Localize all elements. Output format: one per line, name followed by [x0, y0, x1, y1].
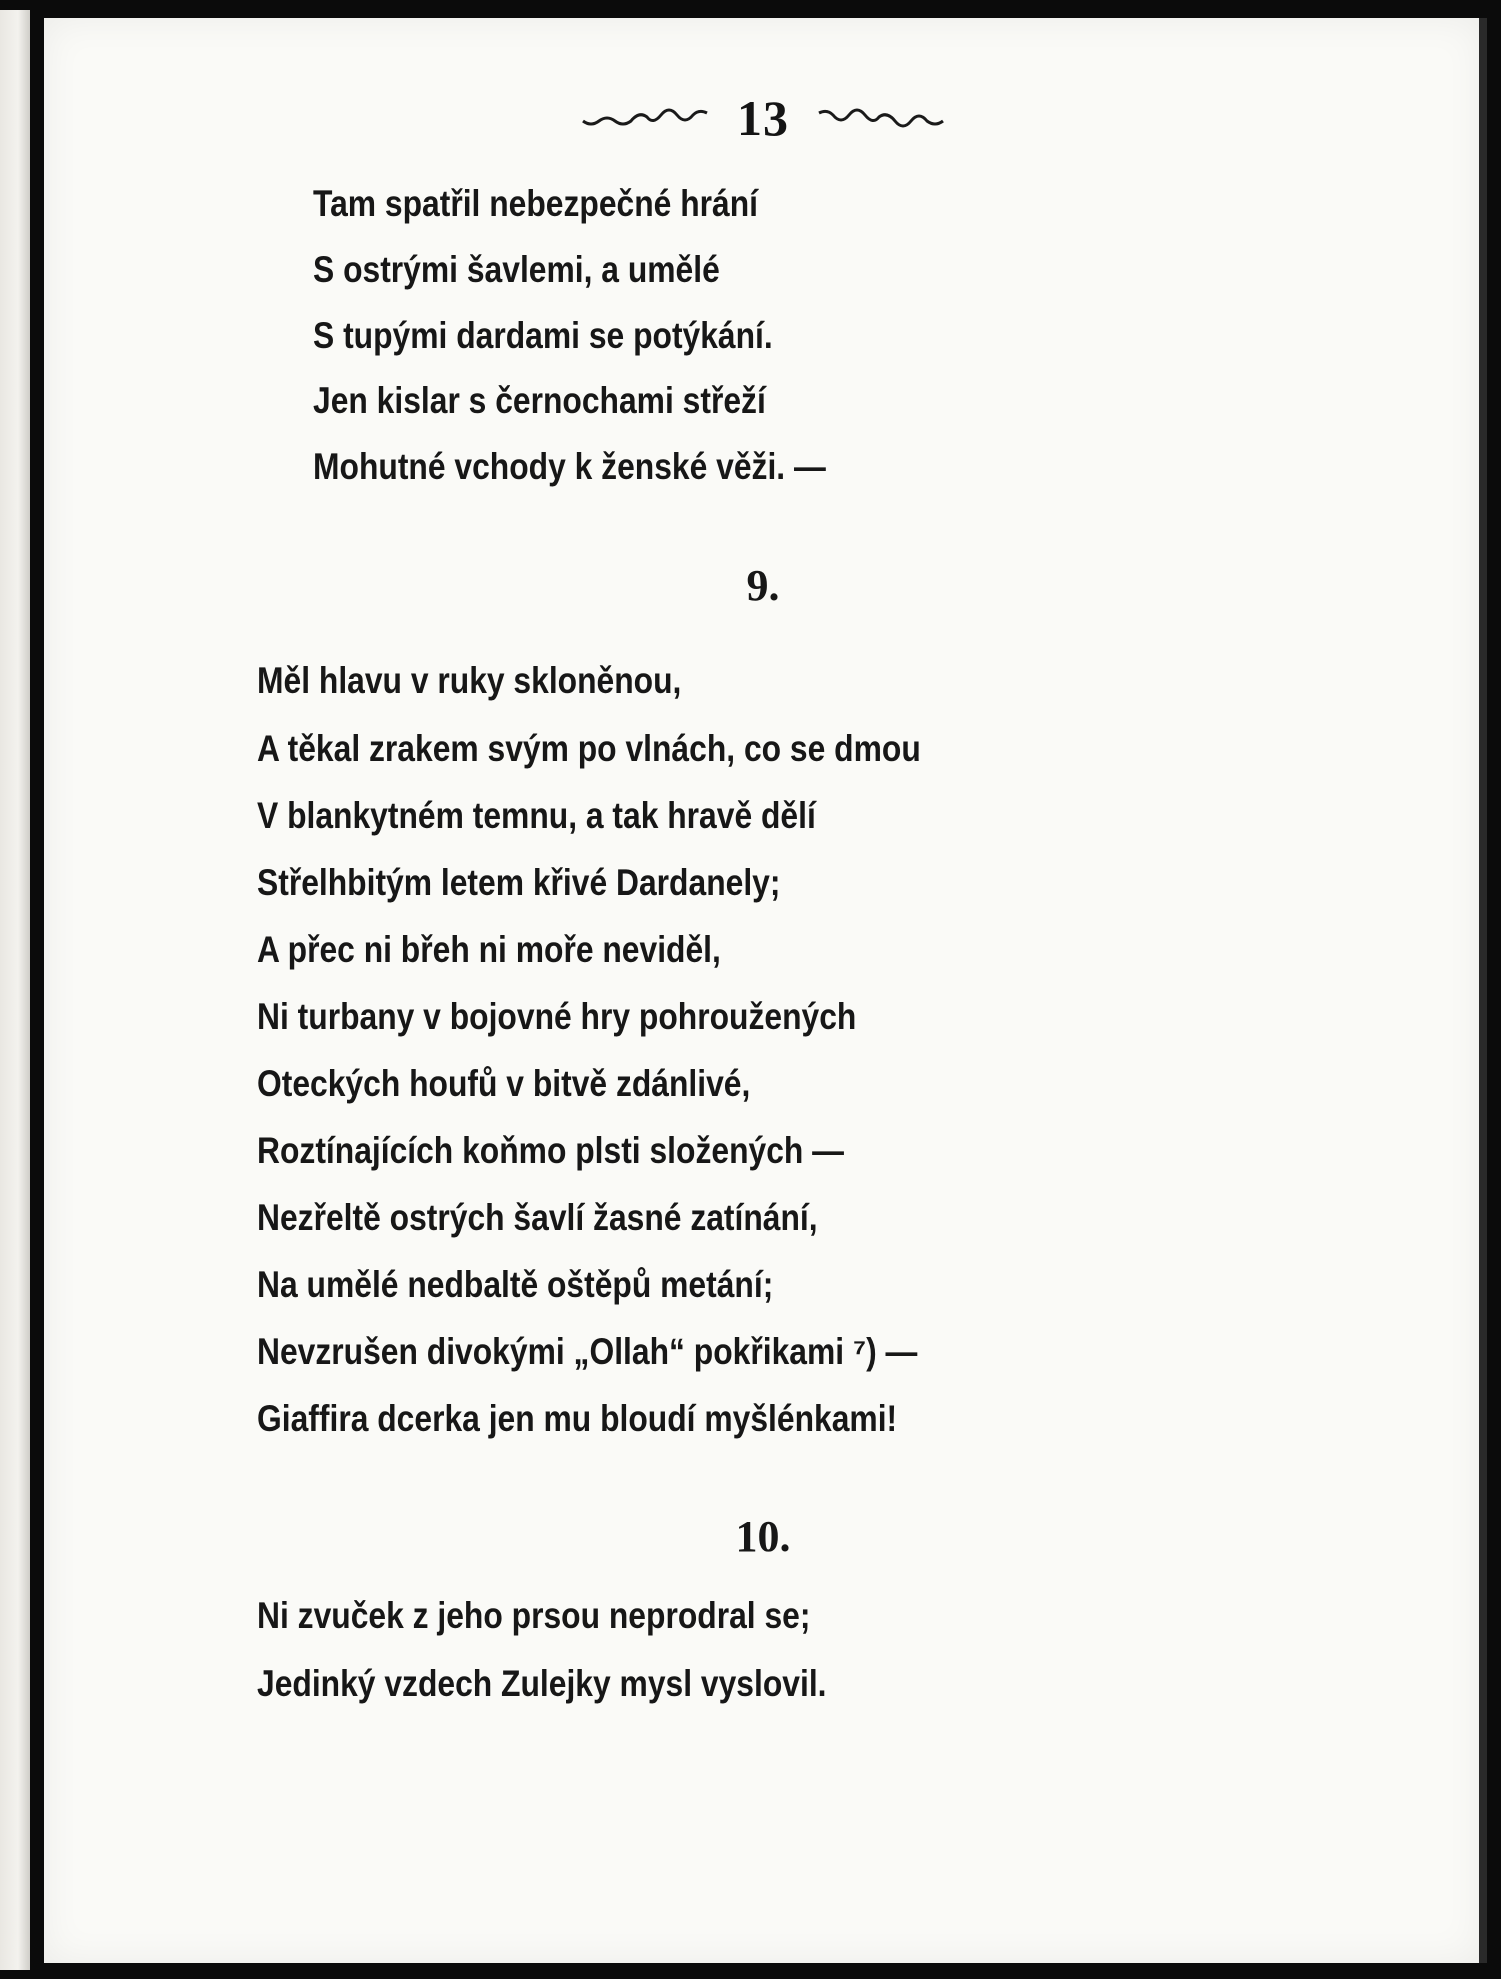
- verse-line: Giaffira dcerka jen mu bloudí myšlénkami!: [257, 1398, 898, 1439]
- right-wave-ornament-icon: [815, 103, 945, 133]
- verse-line: Oteckých houfů v bitvě zdánlivé,: [257, 1063, 751, 1104]
- verse-line: Ni turbany v bojovné hry pohroužených: [257, 996, 857, 1037]
- verse-line: Na umělé nedbaltě oštěpů metání;: [257, 1264, 774, 1305]
- verse-line: Jen kislar s černochami střeží: [313, 380, 766, 421]
- verse-line: Tam spatřil nebezpečné hrání: [313, 183, 759, 224]
- verse-line: Ni zvuček z jeho prsou neprodral se;: [257, 1595, 811, 1636]
- verse-line: S tupými dardami se potýkání.: [313, 315, 773, 356]
- section-number: 9.: [746, 561, 780, 610]
- section-number: 10.: [735, 1512, 791, 1561]
- page-number: 13: [737, 90, 789, 146]
- verse-line: Měl hlavu v ruky skloněnou,: [257, 660, 682, 701]
- verse-line: V blankytném temnu, a tak hravě dělí: [257, 795, 816, 836]
- verse-line: Mohutné vchody k ženské věži. —: [313, 446, 826, 487]
- verse-line: Nevzrušen divokými „Ollah“ pokřikami ⁷) —: [257, 1331, 918, 1372]
- verse-line: A těkal zrakem svým po vlnách, co se dmou: [257, 728, 921, 769]
- verse-line: Nezřeltě ostrých šavlí žasné zatínání,: [257, 1197, 818, 1238]
- verse-line: Střelhbitým letem křivé Dardanely;: [257, 862, 781, 903]
- verse-line: Jedinký vzdech Zulejky mysl vyslovil.: [257, 1663, 827, 1704]
- page-binding-edge: [1479, 18, 1487, 1963]
- previous-page-edge: [0, 10, 30, 1970]
- verse-line: Roztínajících koňmo plsti složených —: [257, 1130, 845, 1171]
- verse-line: S ostrými šavlemi, a umělé: [313, 249, 720, 290]
- left-wave-ornament-icon: [581, 103, 711, 133]
- page-header: [44, 78, 1482, 158]
- verse-line: A přec ni břeh ni moře neviděl,: [257, 929, 721, 970]
- book-page: [44, 18, 1482, 1963]
